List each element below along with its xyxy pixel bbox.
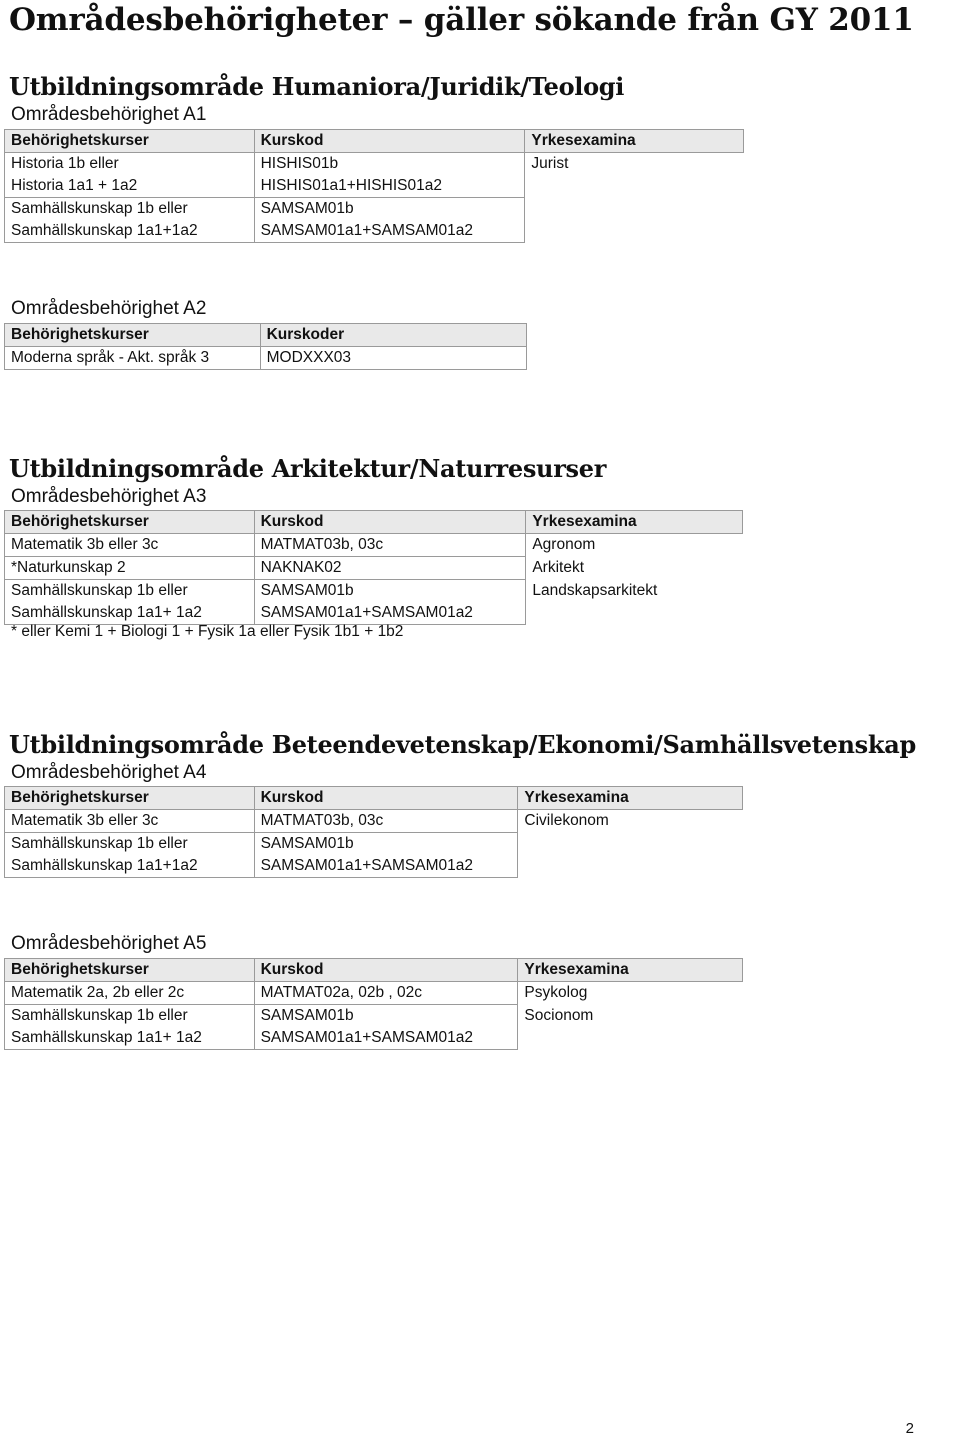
header-cell: Yrkesexamina (525, 130, 744, 153)
area-title-arkitektur: Utbildningsområde Arkitektur/Naturresurser (9, 454, 607, 483)
course-cell: Samhällskunskap 1b eller (5, 833, 255, 856)
area-title-humaniora: Utbildningsområde Humaniora/Juridik/Teologi (9, 72, 625, 101)
a5-table (4, 958, 743, 1050)
course-cell: Historia 1a1 + 1a2 (5, 175, 255, 198)
code-cell: HISHIS01a1+HISHIS01a2 (254, 175, 525, 198)
table-row (5, 982, 743, 1005)
code-cell: SAMSAM01b (254, 1005, 518, 1028)
empty-cell (518, 855, 743, 878)
exam-cell: Arkitekt (526, 557, 743, 580)
header-cell: Behörighetskurser (5, 511, 255, 534)
table-row (5, 855, 743, 878)
table-row (5, 557, 743, 580)
code-cell: SAMSAM01a1+SAMSAM01a2 (254, 220, 525, 243)
course-cell: Samhällskunskap 1a1+ 1a2 (5, 602, 255, 625)
a4-table (4, 786, 743, 878)
header-cell: Kurskod (254, 959, 518, 982)
code-cell: SAMSAM01b (254, 198, 525, 221)
table-row (5, 153, 744, 176)
code-cell: MATMAT03b, 03c (254, 534, 526, 557)
area-title-beteendevetenskap: Utbildningsområde Beteendevetenskap/Ekonomi/Samhällsvetenskap (9, 730, 916, 759)
a1-title: Områdesbehörighet A1 (11, 104, 207, 125)
exam-cell: Jurist (525, 153, 744, 243)
code-cell: SAMSAM01a1+SAMSAM01a2 (254, 602, 526, 625)
code-cell: SAMSAM01a1+SAMSAM01a2 (254, 855, 518, 878)
code-cell: HISHIS01b (254, 153, 525, 176)
exam-cell: Landskapsarkitekt (526, 580, 743, 603)
course-cell: Samhällskunskap 1a1+1a2 (5, 855, 255, 878)
a1-table (4, 129, 744, 243)
course-cell: Samhällskunskap 1b eller (5, 580, 255, 603)
page-title: Områdesbehörigheter – gäller sökande från GY 2011 (9, 2, 914, 38)
a3-title: Områdesbehörighet A3 (11, 486, 207, 507)
table-row (5, 1027, 743, 1050)
course-cell: Matematik 2a, 2b eller 2c (5, 982, 255, 1005)
a2-table (4, 323, 527, 370)
header-cell: Kurskod (254, 511, 526, 534)
header-cell: Yrkesexamina (518, 787, 743, 810)
table-header-row (5, 787, 743, 810)
code-cell: MATMAT03b, 03c (254, 810, 518, 833)
page-number: 2 (905, 1420, 914, 1437)
header-cell: Behörighetskurser (5, 324, 261, 347)
course-cell: Samhällskunskap 1a1+1a2 (5, 220, 255, 243)
exam-cell: Civilekonom (518, 810, 743, 833)
header-cell: Behörighetskurser (5, 130, 255, 153)
exam-cell: Agronom (526, 534, 743, 557)
course-cell: Samhällskunskap 1b eller (5, 198, 255, 221)
table-row (5, 602, 743, 625)
a3-footnote: * eller Kemi 1 + Biologi 1 + Fysik 1a eller Fysik 1b1 + 1b2 (11, 623, 404, 640)
code-cell: MATMAT02a, 02b , 02c (254, 982, 518, 1005)
empty-cell (526, 602, 743, 625)
code-cell: MODXXX03 (260, 347, 526, 370)
table-row (5, 580, 743, 603)
header-cell: Kurskoder (260, 324, 526, 347)
code-cell: SAMSAM01b (254, 833, 518, 856)
header-cell: Kurskod (254, 130, 525, 153)
table-row (5, 833, 743, 856)
course-cell: Samhällskunskap 1a1+ 1a2 (5, 1027, 255, 1050)
course-cell: Matematik 3b eller 3c (5, 810, 255, 833)
a2-title: Områdesbehörighet A2 (11, 298, 207, 319)
code-cell: SAMSAM01a1+SAMSAM01a2 (254, 1027, 518, 1050)
header-cell: Kurskod (254, 787, 518, 810)
a5-title: Områdesbehörighet A5 (11, 933, 207, 954)
header-cell: Yrkesexamina (526, 511, 743, 534)
table-row (5, 810, 743, 833)
exam-cell: Psykolog (518, 982, 743, 1005)
table-header-row (5, 130, 744, 153)
table-header-row (5, 324, 527, 347)
course-cell: Samhällskunskap 1b eller (5, 1005, 255, 1028)
course-cell: Historia 1b eller (5, 153, 255, 176)
code-cell: SAMSAM01b (254, 580, 526, 603)
exam-cell: Socionom (518, 1005, 743, 1028)
header-cell: Behörighetskurser (5, 787, 255, 810)
table-row (5, 347, 527, 370)
a3-table (4, 510, 743, 625)
header-cell: Yrkesexamina (518, 959, 743, 982)
empty-cell (518, 1027, 743, 1050)
table-row (5, 534, 743, 557)
empty-cell (518, 833, 743, 856)
course-cell: Matematik 3b eller 3c (5, 534, 255, 557)
table-header-row (5, 511, 743, 534)
course-cell: Moderna språk - Akt. språk 3 (5, 347, 261, 370)
table-header-row (5, 959, 743, 982)
a4-title: Områdesbehörighet A4 (11, 762, 207, 783)
header-cell: Behörighetskurser (5, 959, 255, 982)
code-cell: NAKNAK02 (254, 557, 526, 580)
table-row (5, 1005, 743, 1028)
course-cell: *Naturkunskap 2 (5, 557, 255, 580)
